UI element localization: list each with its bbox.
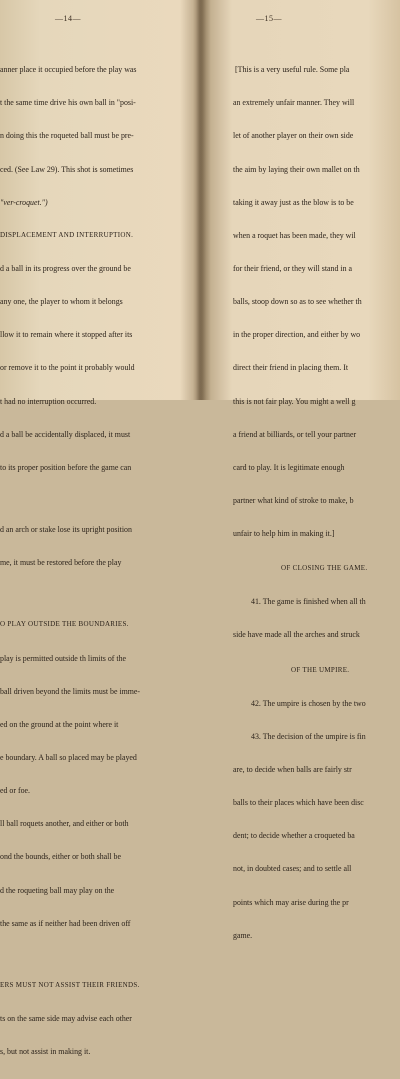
text-line: [This is a very useful rule. Some pla	[235, 65, 350, 75]
section-heading: O PLAY OUTSIDE THE BOUNDARIES.	[0, 620, 129, 629]
text-line: t had no interruption occurred.	[0, 396, 97, 406]
text-line: not, in doubted cases; and to settle all	[233, 864, 352, 874]
text-line: play is permitted outside th limits of the	[0, 653, 127, 663]
text-line: ed on the ground at the point where it	[0, 719, 119, 729]
text-line: s, but not assist in making it.	[0, 1047, 91, 1057]
right-page	[211, 0, 400, 940]
text-line: let of another player on their own side	[233, 131, 354, 141]
text-line: me, it must be restored before the play	[0, 558, 122, 568]
text-line: the same as if neither had been driven off	[0, 918, 131, 928]
section-heading: DISPLACEMENT AND INTERRUPTION.	[0, 230, 134, 239]
text-line: in the proper direction, and either by wo	[233, 330, 361, 340]
text-line: ond the bounds, either or both shall be	[0, 852, 121, 862]
right-page-number: —15—	[256, 14, 282, 23]
text-line: dent; to decide whether a croqueted ba	[233, 831, 355, 841]
text-line: balls, stoop down so as to see whether th	[233, 297, 362, 307]
text-line: to its proper position before the game can	[0, 462, 132, 472]
left-page-text	[0, 42, 140, 1079]
right-page-text	[233, 42, 367, 963]
section-heading: OF CLOSING THE GAME.	[281, 564, 368, 573]
text-line: or remove it to the point it probably would	[0, 363, 135, 373]
text-line: side have made all the arches and struck	[233, 630, 360, 640]
text-line: 41. The game is finished when all th	[251, 597, 366, 607]
left-page	[0, 0, 193, 1057]
text-line: anner place it occupied before the play was	[0, 65, 137, 75]
text-line: the aim by laying their own mallet on th	[233, 164, 360, 174]
text-line: are, to decide when balls are fairly str	[233, 765, 352, 775]
text-line: a friend at billiards, or tell your partner	[233, 429, 357, 439]
text-line: llow it to remain where it stopped after its	[0, 330, 133, 340]
text-line: direct their friend in placing them. It	[233, 363, 349, 373]
text-line: 43. The decision of the umpire is fin	[251, 731, 366, 741]
text-line	[0, 590, 140, 597]
text-line: d the roqueting ball may play on the	[0, 885, 115, 895]
text-line: ced. (See Law 29). This shot is sometimes	[0, 164, 134, 174]
text-line: points which may arise during the pr	[233, 897, 349, 907]
text-line: unfair to help him in making it.]	[233, 529, 335, 539]
text-line: for their friend, or they will stand in a	[233, 263, 352, 273]
gutter-shadow	[193, 0, 211, 400]
text-line: balls to their places which have been disc	[233, 798, 364, 808]
left-page-number: —14—	[55, 14, 81, 23]
section-heading: ERS MUST NOT ASSIST THEIR FRIENDS.	[0, 980, 140, 989]
text-line: this is not fair play. You might a well g	[233, 396, 356, 406]
text-line: ball driven beyond the limits must be imme-	[0, 686, 141, 696]
text-line: d an arch or stake lose its upright position	[0, 525, 132, 535]
text-line: ll ball roquets another, and either or both	[0, 819, 129, 829]
text-line: taking it away just as the blow is to be	[233, 197, 354, 207]
text-line: any one, the player to whom it belongs	[0, 297, 123, 307]
section-heading: OF THE UMPIRE.	[291, 665, 350, 674]
text-line: game.	[233, 930, 253, 940]
text-line: when a roquet has been made, they wil	[233, 230, 356, 240]
text-line	[0, 951, 140, 958]
text-line: card to play. It is legitimate enough	[233, 462, 345, 472]
text-line: "ver-croquet.")	[0, 197, 48, 207]
text-line: an extremely unfair manner. They will	[233, 98, 355, 108]
text-line: ed or foe.	[0, 786, 31, 796]
text-line: ts on the same side may advise each other	[0, 1014, 132, 1024]
text-line: partner what kind of stroke to make, b	[233, 495, 354, 505]
text-line: t the same time drive his own ball in "posi-	[0, 98, 136, 108]
text-line: 42. The umpire is chosen by the two	[251, 698, 366, 708]
text-line	[0, 495, 140, 502]
text-line: e boundary. A ball so placed may be played	[0, 752, 137, 762]
text-line: d a ball be accidentally displaced, it must	[0, 429, 131, 439]
text-line: n doing this the roqueted ball must be pre-	[0, 131, 134, 141]
text-line: d a ball in its progress over the ground be	[0, 263, 131, 273]
